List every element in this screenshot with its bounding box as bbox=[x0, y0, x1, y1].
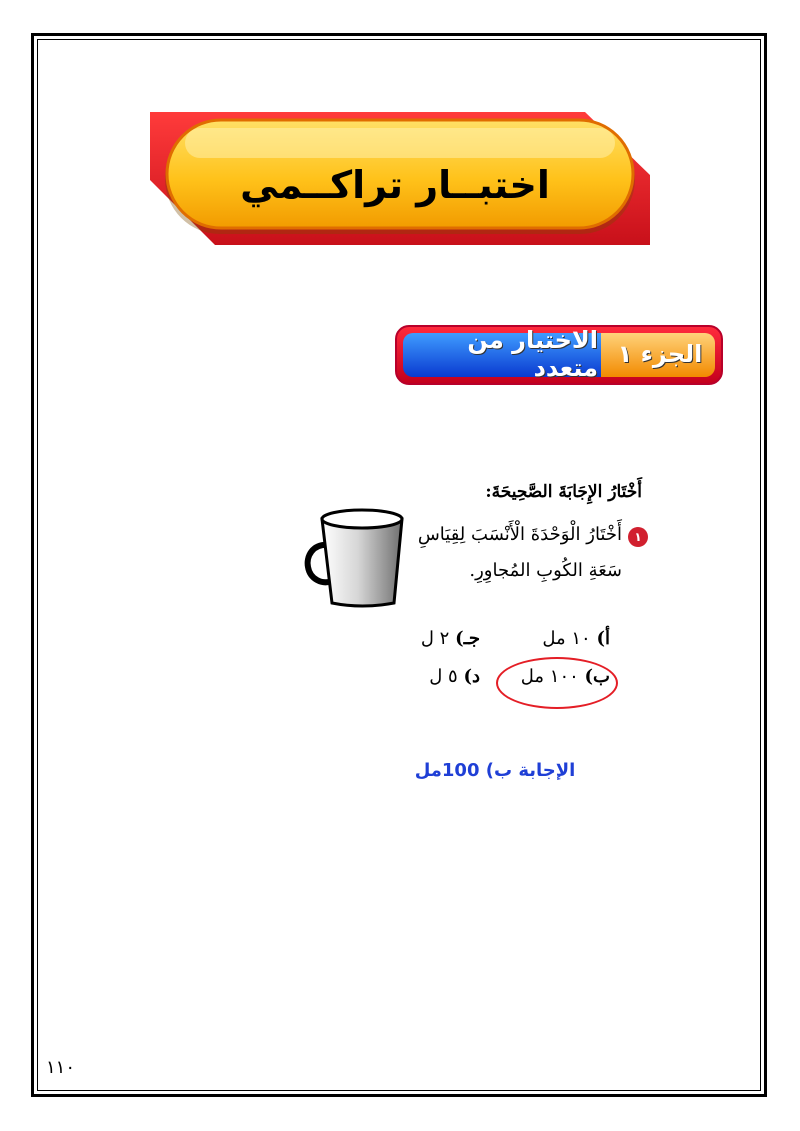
question-text-line2: سَعَةِ الكُوبِ المُجاوِرِ. bbox=[469, 560, 622, 581]
option-b-value: ١٠٠ مل bbox=[520, 666, 579, 687]
answer-text: الإجابة ب) 100مل bbox=[414, 760, 576, 781]
option-a-value: ١٠ مل bbox=[542, 628, 591, 649]
instruction-text: أَخْتَارُ الإِجَابَةَ الصَّحِيحَةَ: bbox=[485, 482, 642, 502]
option-a-label: أ) bbox=[596, 628, 610, 649]
option-d-value: ٥ ل bbox=[429, 666, 458, 687]
section-part-label: الجزء ١ bbox=[617, 340, 703, 368]
section-topic-label: الاختيار من متعدد bbox=[467, 326, 598, 382]
option-j-label: جـ) bbox=[455, 628, 480, 649]
cup-icon bbox=[302, 505, 410, 613]
page-number: ١١٠ bbox=[46, 1057, 76, 1078]
question-number-badge: ١ bbox=[628, 527, 648, 547]
option-d[interactable] bbox=[380, 666, 480, 687]
option-d-label: د) bbox=[463, 666, 480, 687]
page-title: اختبــار تراكــمي bbox=[240, 163, 550, 207]
question-text-line1: أَخْتَارُ الْوَحْدَةَ الْأَنْسَبَ لِقِيَاسِ bbox=[417, 524, 622, 545]
option-j-value: ٢ ل bbox=[420, 628, 450, 649]
option-b-label: ب) bbox=[584, 666, 610, 687]
option-a[interactable] bbox=[500, 628, 610, 649]
option-j[interactable] bbox=[380, 628, 480, 649]
correct-answer-circle bbox=[496, 657, 618, 709]
